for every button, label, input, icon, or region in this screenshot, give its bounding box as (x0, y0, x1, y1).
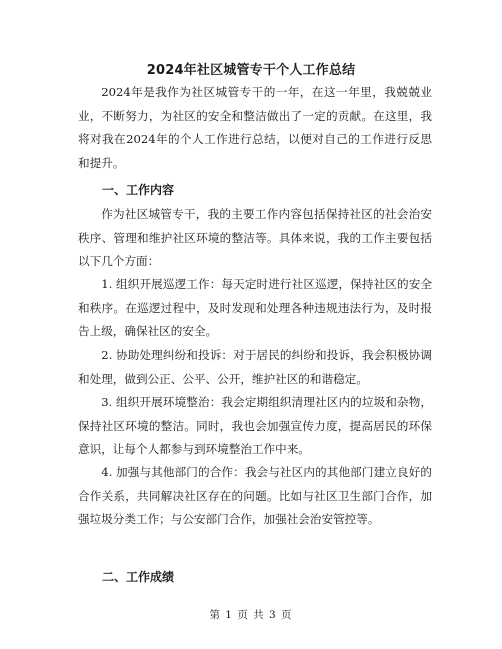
list-item-patrol: 1. 组织开展巡逻工作：每天定时进行社区巡逻，保持社区的安全和秩序。在巡逻过程中，及时发现和处理各种违规违法行为，及时报告上级，确保社区的安全。 (78, 277, 432, 338)
list-item-disputes: 2. 协助处理纠纷和投诉：对于居民的纠纷和投诉，我会积极协调和处理，做到公正、公平、公开，维护社区的和谐稳定。 (78, 348, 432, 386)
section-heading-achievements: 二、工作成绩 (102, 570, 175, 584)
list-item-cooperation: 4. 加强与其他部门的合作：我会与社区内的其他部门建立良好的合作关系，共同解决社区存在的问题。比如与社区卫生部门合作，加强垃圾分类工作；与公安部门合作，加强社会治安管控等。 (78, 465, 432, 526)
section1-intro-paragraph: 作为社区城管专干，我的主要工作内容包括保持社区的社会治安秩序、管理和维护社区环境的整洁等。具体来说，我的工作主要包括以下几个方面： (78, 207, 432, 268)
page-number-footer: 第 1 页 共 3 页 (209, 609, 293, 621)
list-item-environment: 3. 组织开展环境整治：我会定期组织清理社区内的垃圾和杂物，保持社区环境的整洁。同时，我也会加强宣传力度，提高居民的环保意识，让每个人都参与到环境整治工作中来。 (78, 395, 432, 456)
section-heading-work-content: 一、工作内容 (102, 183, 175, 197)
intro-paragraph: 2024年是我作为社区城管专干的一年，在这一年里，我兢兢业业，不断努力，为社区的安全和整洁做出了一定的贡献。在这里，我将对我在2024年的个人工作进行总结，以便对自己的工作进行反思和提升。 (78, 85, 432, 170)
document-title: 2024年社区城管专干个人工作总结 (146, 63, 356, 78)
